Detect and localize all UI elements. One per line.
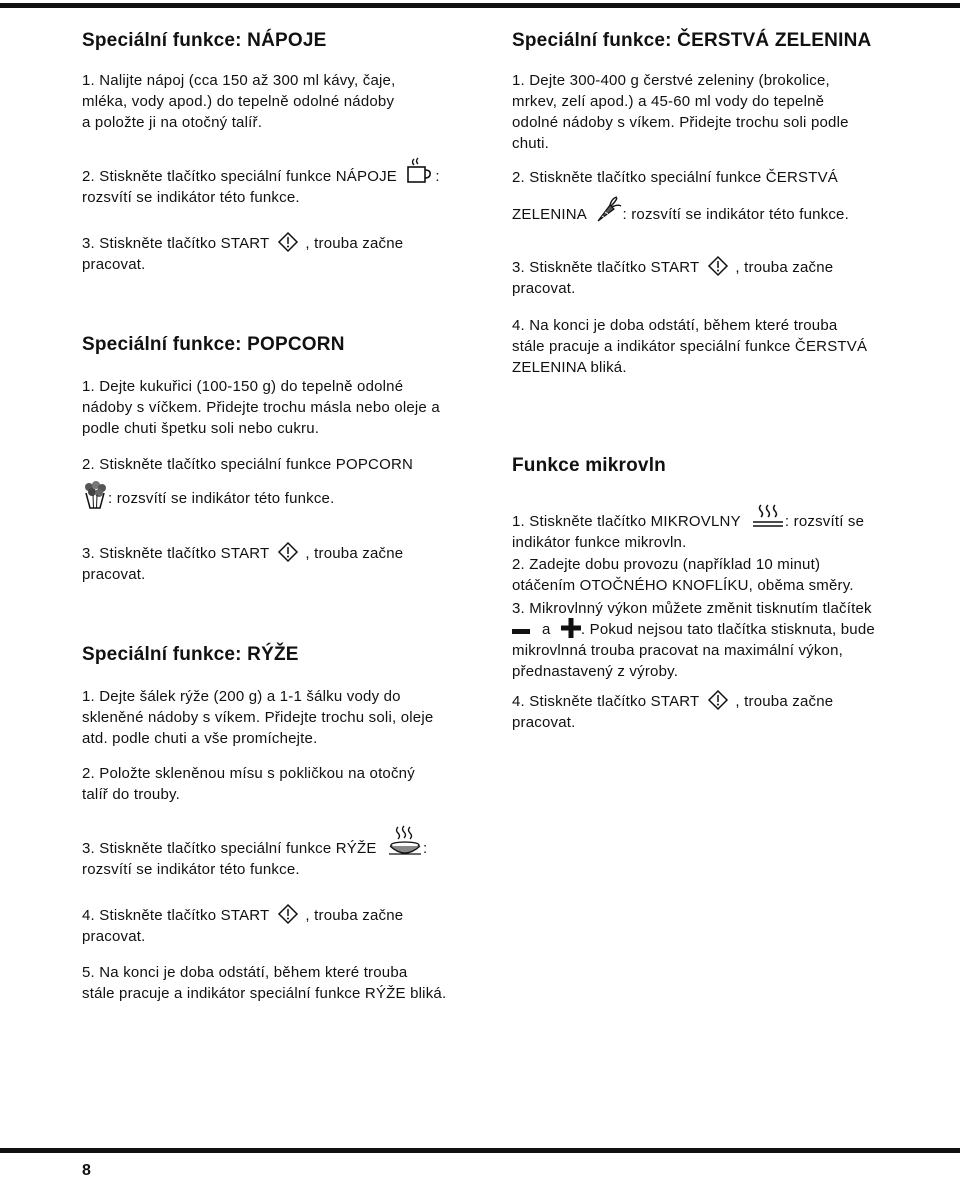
heading-zelenina: Speciální funkce: ČERSTVÁ ZELENINA <box>512 30 872 51</box>
ryze-step-1: 1. Dejte šálek rýže (200 g) a 1-1 šálku vody do skleněné nádoby s víkem. Přidejte trochu soli, oleje atd. podle chuti a vše promíchejte. <box>82 688 434 747</box>
start-icon <box>707 255 729 277</box>
mikrovln-step-4: 4. Stiskněte tlačítko START , trouba začne pracovat. <box>512 691 932 733</box>
start-icon <box>277 903 299 925</box>
zelenina-step-2: 2. Stiskněte tlačítko speciální funkce ČERSTVÁ ZELENINA : rozsvítí se indikátor této funkce. <box>512 169 849 223</box>
plus-icon <box>561 618 581 638</box>
mikrovln-step-1: 1. Stiskněte tlačítko MIKROVLNY : rozsvítí se indikátor funkce mikrovln. <box>512 511 932 553</box>
popcorn-step-2: 2. Stiskněte tlačítko speciální funkce POPCORN : rozsvítí se indikátor této funkce. <box>82 454 482 511</box>
start-icon <box>277 541 299 563</box>
heading-popcorn: Speciální funkce: POPCORN <box>82 334 345 355</box>
start-icon <box>277 231 299 253</box>
zelenina-step-3: 3. Stiskněte tlačítko START , trouba začne pracovat. <box>512 257 932 299</box>
napoje-step-2: 2. Stiskněte tlačítko speciální funkce NÁPOJE : rozsvítí se indikátor této funkce. <box>82 166 482 208</box>
popcorn-icon <box>82 481 108 511</box>
popcorn-step-3: 3. Stiskněte tlačítko START , trouba začne pracovat. <box>82 543 482 585</box>
heading-mikrovln: Funkce mikrovln <box>512 455 666 476</box>
mikrovln-step-3: 3. Mikrovlnný výkon můžete změnit tisknutím tlačítek a . Pokud nejsou tato tlačítka stisknuta, bude mikrovlnná trouba pracovat na maximální výkon, přednastavený z výroby. <box>512 600 875 680</box>
napoje-step-3: 3. Stiskněte tlačítko START , trouba začne pracovat. <box>82 233 482 275</box>
bottom-rule <box>0 1148 960 1153</box>
mikrovln-step-2: 2. Zadejte dobu provozu (například 10 minut) otáčením OTOČNÉHO KNOFLÍKU, oběma směry. <box>512 556 854 594</box>
start-icon <box>707 689 729 711</box>
popcorn-step-1: 1. Dejte kukuřici (100-150 g) do tepelně odolné nádoby s víčkem. Přidejte trochu másla nebo oleje a podle chuti špetku soli nebo cukru. <box>82 378 440 437</box>
page-number: 8 <box>82 1162 91 1179</box>
ryze-step-4: 4. Stiskněte tlačítko START , trouba začne pracovat. <box>82 905 482 947</box>
ryze-step-2: 2. Položte skleněnou mísu s pokličkou na otočný talíř do trouby. <box>82 765 415 803</box>
napoje-step-1: 1. Nalijte nápoj (cca 150 až 300 ml kávy, čaje, mléka, vody apod.) do tepelně odolné nádoby a položte ji na otočný talíř. <box>82 72 396 131</box>
cup-icon <box>405 157 435 185</box>
zelenina-step-1: 1. Dejte 300-400 g čerstvé zeleniny (brokolice, mrkev, zelí apod.) a 45-60 ml vody do tepelně odolné nádoby s víkem. Přidejte trochu soli podle chuti. <box>512 72 849 152</box>
zelenina-step-4: 4. Na konci je doba odstátí, během které trouba stále pracuje a indikátor speciální funkce ČERSTVÁ ZELENINA bliká. <box>512 317 868 376</box>
ryze-step-5: 5. Na konci je doba odstátí, během které trouba stále pracuje a indikátor speciální funkce RÝŽE bliká. <box>82 964 447 1002</box>
heading-ryze: Speciální funkce: RÝŽE <box>82 644 299 665</box>
rice-bowl-icon <box>387 824 423 858</box>
top-rule <box>0 3 960 8</box>
ryze-step-3: 3. Stiskněte tlačítko speciální funkce RÝŽE : rozsvítí se indikátor této funkce. <box>82 838 482 880</box>
microwave-waves-icon <box>751 503 785 529</box>
minus-icon <box>512 625 530 635</box>
heading-napoje: Speciální funkce: NÁPOJE <box>82 30 327 51</box>
vegetable-icon <box>593 194 623 224</box>
